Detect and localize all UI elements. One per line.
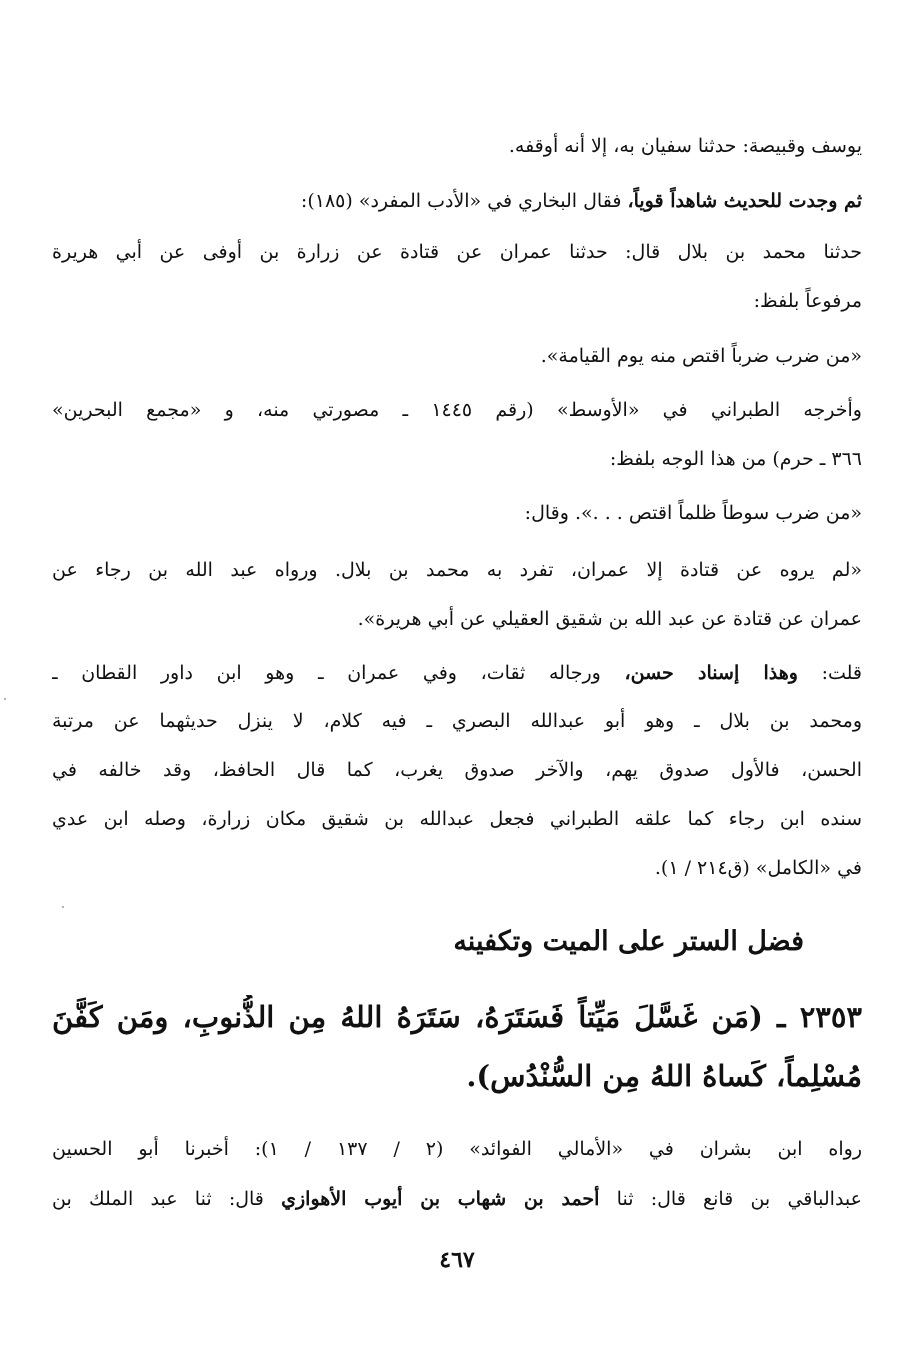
text-line-12 (52, 706, 862, 736)
section-heading: فضل الستر على الميت وتكفينه (453, 926, 804, 957)
text-line-15 (52, 853, 862, 883)
text-line-1-content: يوسف وقبيصة: حدثنا سفيان به، إلا أنه أوقفه. (508, 135, 862, 157)
text-line-7-content: ٣٦٦ ـ حرم) من هذا الوجه بلفظ: (609, 448, 862, 470)
text-line-5-content: «من ضرب ضرباً اقتص منه يوم القيامة». (540, 345, 862, 367)
hadith-text-line-1: ٢٣٥٣ ـ (مَن غَسَّلَ مَيِّتاً فَسَتَرَهُ، سَتَرَهُ اللهُ مِن الذُّنوبِ، ومَن كَفَّنَ (52, 1000, 862, 1034)
text-line-14 (52, 804, 862, 834)
text-line-3 (52, 237, 862, 267)
text-line-4-content: مرفوعاً بلفظ: (753, 290, 862, 312)
text-line-10-content: عمران عن قتادة عن عبد الله بن شقيق العقيلي عن أبي هريرة». (357, 608, 862, 630)
text-line-10 (52, 604, 862, 634)
text-line-16 (52, 1134, 862, 1164)
text-line-1 (52, 131, 862, 161)
text-line-16-content: رواه ابن بشران في «الأمالي الفوائد» (٢ / ١٣٧ / ١): أخبرنا أبو الحسين (52, 1138, 862, 1160)
strong-witness-phrase: ثم وجدت للحديث شاهداً قوياً، (627, 190, 862, 212)
text-line-4 (52, 286, 862, 316)
scan-speck (62, 906, 64, 908)
text-line-14-content: سنده ابن رجاء كما علقه الطبراني فجعل عبدالله بن شقيق مكان زرارة، وصله ابن عدي (52, 808, 862, 830)
text-line-3-content: حدثنا محمد بن بلال قال: حدثنا عمران عن قتادة عن زرارة بن أوفى عن أبي هريرة (52, 241, 862, 263)
text-line-6 (52, 395, 862, 425)
scan-speck (4, 698, 6, 700)
text-line-17-prefix: عبدالباقي بن قانع قال: ثنا (616, 1188, 862, 1210)
text-line-13 (52, 755, 862, 785)
text-line-11 (52, 658, 862, 688)
narrator-name: أحمد بن شهاب بن أيوب الأهوازي (281, 1188, 600, 1210)
text-line-5 (52, 341, 862, 371)
text-line-2 (52, 186, 862, 216)
text-line-17 (52, 1184, 862, 1214)
text-line-12-content: ومحمد بن بلال ـ وهو أبو عبدالله البصري ـ فيه كلام، لا ينزل حديثهما عن مرتبة (52, 710, 862, 732)
page-number: ٤٦٧ (439, 1247, 475, 1273)
text-line-11-content: ورجاله ثقات، وفي عمران ـ وهو ابن داور القطان ـ (52, 662, 601, 684)
text-line-8-content: «من ضرب سوطاً ظلماً اقتص . . .». وقال: (524, 502, 862, 524)
text-line-15-content: في «الكامل» (ق٢١٤ / ١). (654, 857, 862, 879)
hadith-text-line-2: مُسْلِماً، كَساهُ اللهُ مِن السُّنْدُس). (466, 1059, 862, 1093)
text-line-9 (52, 555, 862, 585)
text-line-13-content: الحسن، فالأول صدوق يهم، والآخر صدوق يغرب، كما قال الحافظ، وقد خالفه في (52, 759, 862, 781)
text-line-2-content: فقال البخاري في «الأدب المفرد» (١٨٥): (300, 190, 622, 212)
text-line-9-content: «لم يروه عن قتادة إلا عمران، تفرد به محمد بن بلال. ورواه عبد الله بن رجاء عن (52, 559, 862, 581)
text-line-17-suffix: قال: ثنا عبد الملك بن (52, 1188, 264, 1210)
text-line-6-content: وأخرجه الطبراني في «الأوسط» (رقم ١٤٤٥ ـ مصورتي منه، و «مجمع البحرين» (52, 399, 862, 421)
text-line-7 (52, 444, 862, 474)
text-line-11-prefix: قلت: (821, 662, 862, 684)
isnad-hasan-phrase: وهذا إسناد حسن، (624, 662, 798, 684)
text-line-8 (52, 498, 862, 528)
